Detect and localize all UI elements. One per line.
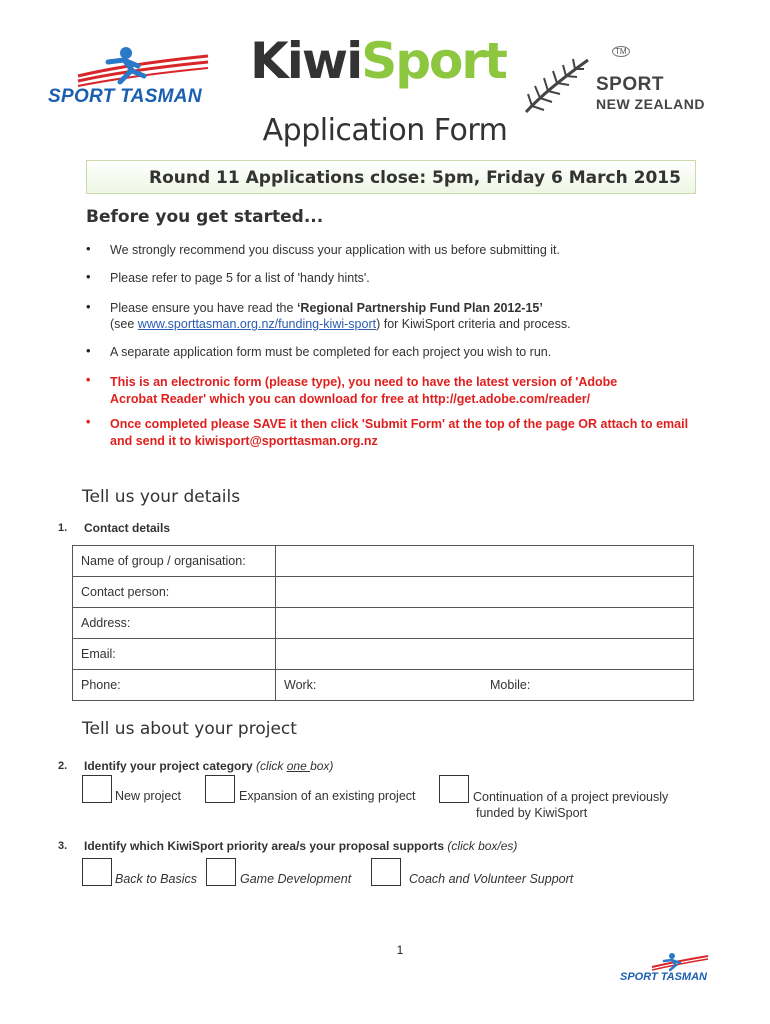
bullet-3-text-3: ) for KiwiSport criteria and process. xyxy=(376,317,571,331)
trademark-mark: TM xyxy=(612,46,630,57)
q1-label: Contact details xyxy=(84,521,171,535)
bullet-icon: • xyxy=(86,241,91,256)
round-banner xyxy=(86,160,696,194)
before-bullet-6 xyxy=(110,416,688,450)
before-heading: Before you get started... xyxy=(86,207,324,227)
email-label: Email: xyxy=(73,639,276,670)
game-development-checkbox[interactable] xyxy=(206,858,236,886)
back-to-basics-checkbox[interactable] xyxy=(82,858,112,886)
q3-label xyxy=(84,839,517,853)
sporttasman-link[interactable]: www.sporttasman.org.nz/funding-kiwi-sport xyxy=(137,317,377,331)
bullet-6-line1: Once completed please SAVE it then click 'Submit Form' at the top of the page OR attach to email xyxy=(110,417,689,431)
bullet-icon: • xyxy=(86,415,91,429)
email-input[interactable] xyxy=(276,639,694,670)
bullet-3-text-2: (see xyxy=(110,317,138,331)
expansion-label: Expansion of an existing project xyxy=(239,789,416,803)
back-to-basics-label: Back to Basics xyxy=(115,872,197,886)
bullet-3-text: Please ensure you have read the xyxy=(110,301,297,315)
expansion-checkbox[interactable] xyxy=(205,775,235,803)
q3-hint: (click box/es) xyxy=(447,839,518,853)
continuation-line2: funded by KiwiSport xyxy=(476,806,588,820)
sport-tasman-logo xyxy=(48,46,243,108)
work-label: Work: xyxy=(284,678,317,692)
q3-label-text: Identify which KiwiSport priority area/s your proposal supports xyxy=(84,839,445,853)
q1-number: 1. xyxy=(58,522,68,534)
details-heading: Tell us your details xyxy=(82,487,241,507)
org-label: Name of group / organisation: xyxy=(73,546,276,577)
new-project-checkbox[interactable] xyxy=(82,775,112,803)
game-development-label: Game Development xyxy=(240,872,352,886)
page-number: 1 xyxy=(396,943,404,957)
footer-logo xyxy=(620,952,730,984)
q2-hint-post: box) xyxy=(310,759,334,773)
bullet-5-line2: Acrobat Reader' which you can download for free at http://get.adobe.com/reader/ xyxy=(110,392,591,406)
table-row xyxy=(73,639,694,670)
contact-details-table xyxy=(72,545,694,701)
contact-person-input[interactable] xyxy=(276,577,694,608)
mobile-label: Mobile: xyxy=(490,678,531,692)
continuation-label xyxy=(473,789,668,821)
org-input[interactable] xyxy=(276,546,694,577)
coach-volunteer-checkbox[interactable] xyxy=(371,858,401,886)
before-bullet-3 xyxy=(110,300,571,332)
bullet-3-bold: ‘Regional Partnership Fund Plan 2012-15’ xyxy=(296,301,543,315)
kiwisport-logo xyxy=(250,32,506,90)
q2-label-text: Identify your project category xyxy=(84,759,253,773)
contact-person-label: Contact person: xyxy=(73,577,276,608)
sport-nz-line2: NEW ZEALAND xyxy=(596,96,705,112)
footer-logo-wordmark: SPORT TASMAN xyxy=(620,971,707,983)
phone-label: Phone: xyxy=(73,670,276,701)
bullet-6-line2: and send it to kiwisport@sporttasman.org.nz xyxy=(110,434,378,448)
round-banner-text: Round 11 Applications close: 5pm, Friday 6 March 2015 xyxy=(149,168,681,188)
q2-hint xyxy=(256,759,333,773)
kiwisport-logo-part1: Kiwi xyxy=(250,32,362,90)
sport-nz-logo xyxy=(522,46,722,116)
mobile-phone-input[interactable] xyxy=(482,670,694,701)
sport-tasman-wordmark: SPORT TASMAN xyxy=(48,86,202,107)
q2-hint-pre: (click xyxy=(256,759,287,773)
continuation-checkbox[interactable] xyxy=(439,775,469,803)
sport-nz-line1: SPORT xyxy=(596,74,664,95)
before-bullet-2: Please refer to page 5 for a list of 'handy hints'. xyxy=(110,271,370,285)
table-row xyxy=(73,546,694,577)
continuation-line1: Continuation of a project previously xyxy=(473,790,669,804)
before-bullet-1: We strongly recommend you discuss your application with us before submitting it. xyxy=(110,243,560,257)
address-label: Address: xyxy=(73,608,276,639)
table-row xyxy=(73,577,694,608)
q2-number: 2. xyxy=(58,760,68,772)
runner-icon xyxy=(650,952,710,972)
new-project-label: New project xyxy=(115,789,181,803)
q2-hint-underlined: one xyxy=(286,759,311,773)
q3-number: 3. xyxy=(58,840,68,852)
table-row xyxy=(73,670,694,701)
q2-label xyxy=(84,759,333,773)
before-bullet-5 xyxy=(110,374,617,408)
table-row xyxy=(73,608,694,639)
silver-fern-icon xyxy=(522,50,592,120)
bullet-icon: • xyxy=(86,343,91,358)
page-title: Application Form xyxy=(262,113,508,148)
bullet-icon: • xyxy=(86,299,91,314)
bullet-5-line1: This is an electronic form (please type), you need to have the latest version of 'Adobe xyxy=(110,375,618,389)
kiwisport-logo-part2: Sport xyxy=(361,32,506,90)
work-phone-input[interactable] xyxy=(276,670,483,701)
runner-icon xyxy=(68,46,218,88)
address-input[interactable] xyxy=(276,608,694,639)
project-heading: Tell us about your project xyxy=(82,719,297,739)
bullet-icon: • xyxy=(86,269,91,284)
before-bullet-4: A separate application form must be completed for each project you wish to run. xyxy=(110,345,552,359)
bullet-icon: • xyxy=(86,373,91,387)
coach-volunteer-label: Coach and Volunteer Support xyxy=(409,872,574,886)
